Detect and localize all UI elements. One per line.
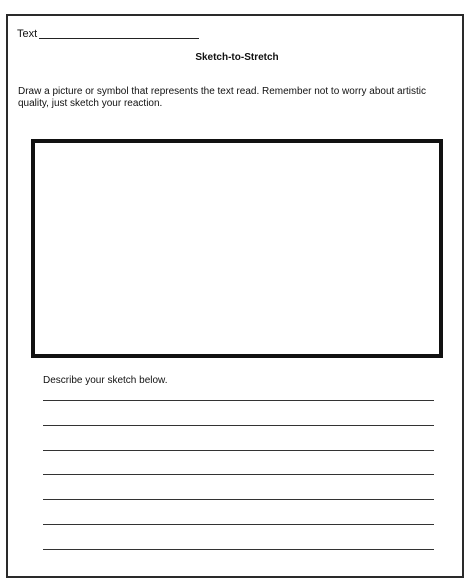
writing-line-2[interactable]: [43, 425, 434, 426]
writing-line-4[interactable]: [43, 474, 434, 475]
instructions-text: Draw a picture or symbol that represents the text read. Remember not to worry about artistic quality, just sketch your reaction.: [18, 86, 426, 109]
writing-line-1[interactable]: [43, 400, 434, 401]
writing-line-3[interactable]: [43, 450, 434, 451]
text-field-row: [17, 28, 199, 40]
text-label: Text: [17, 28, 38, 40]
writing-line-7[interactable]: [43, 549, 434, 550]
text-blank-line[interactable]: [39, 28, 199, 39]
worksheet-title: Sketch-to-Stretch: [195, 52, 279, 63]
writing-line-5[interactable]: [43, 499, 434, 500]
writing-line-6[interactable]: [43, 524, 434, 525]
sketch-box[interactable]: [31, 139, 443, 358]
describe-label: Describe your sketch below.: [43, 375, 168, 386]
